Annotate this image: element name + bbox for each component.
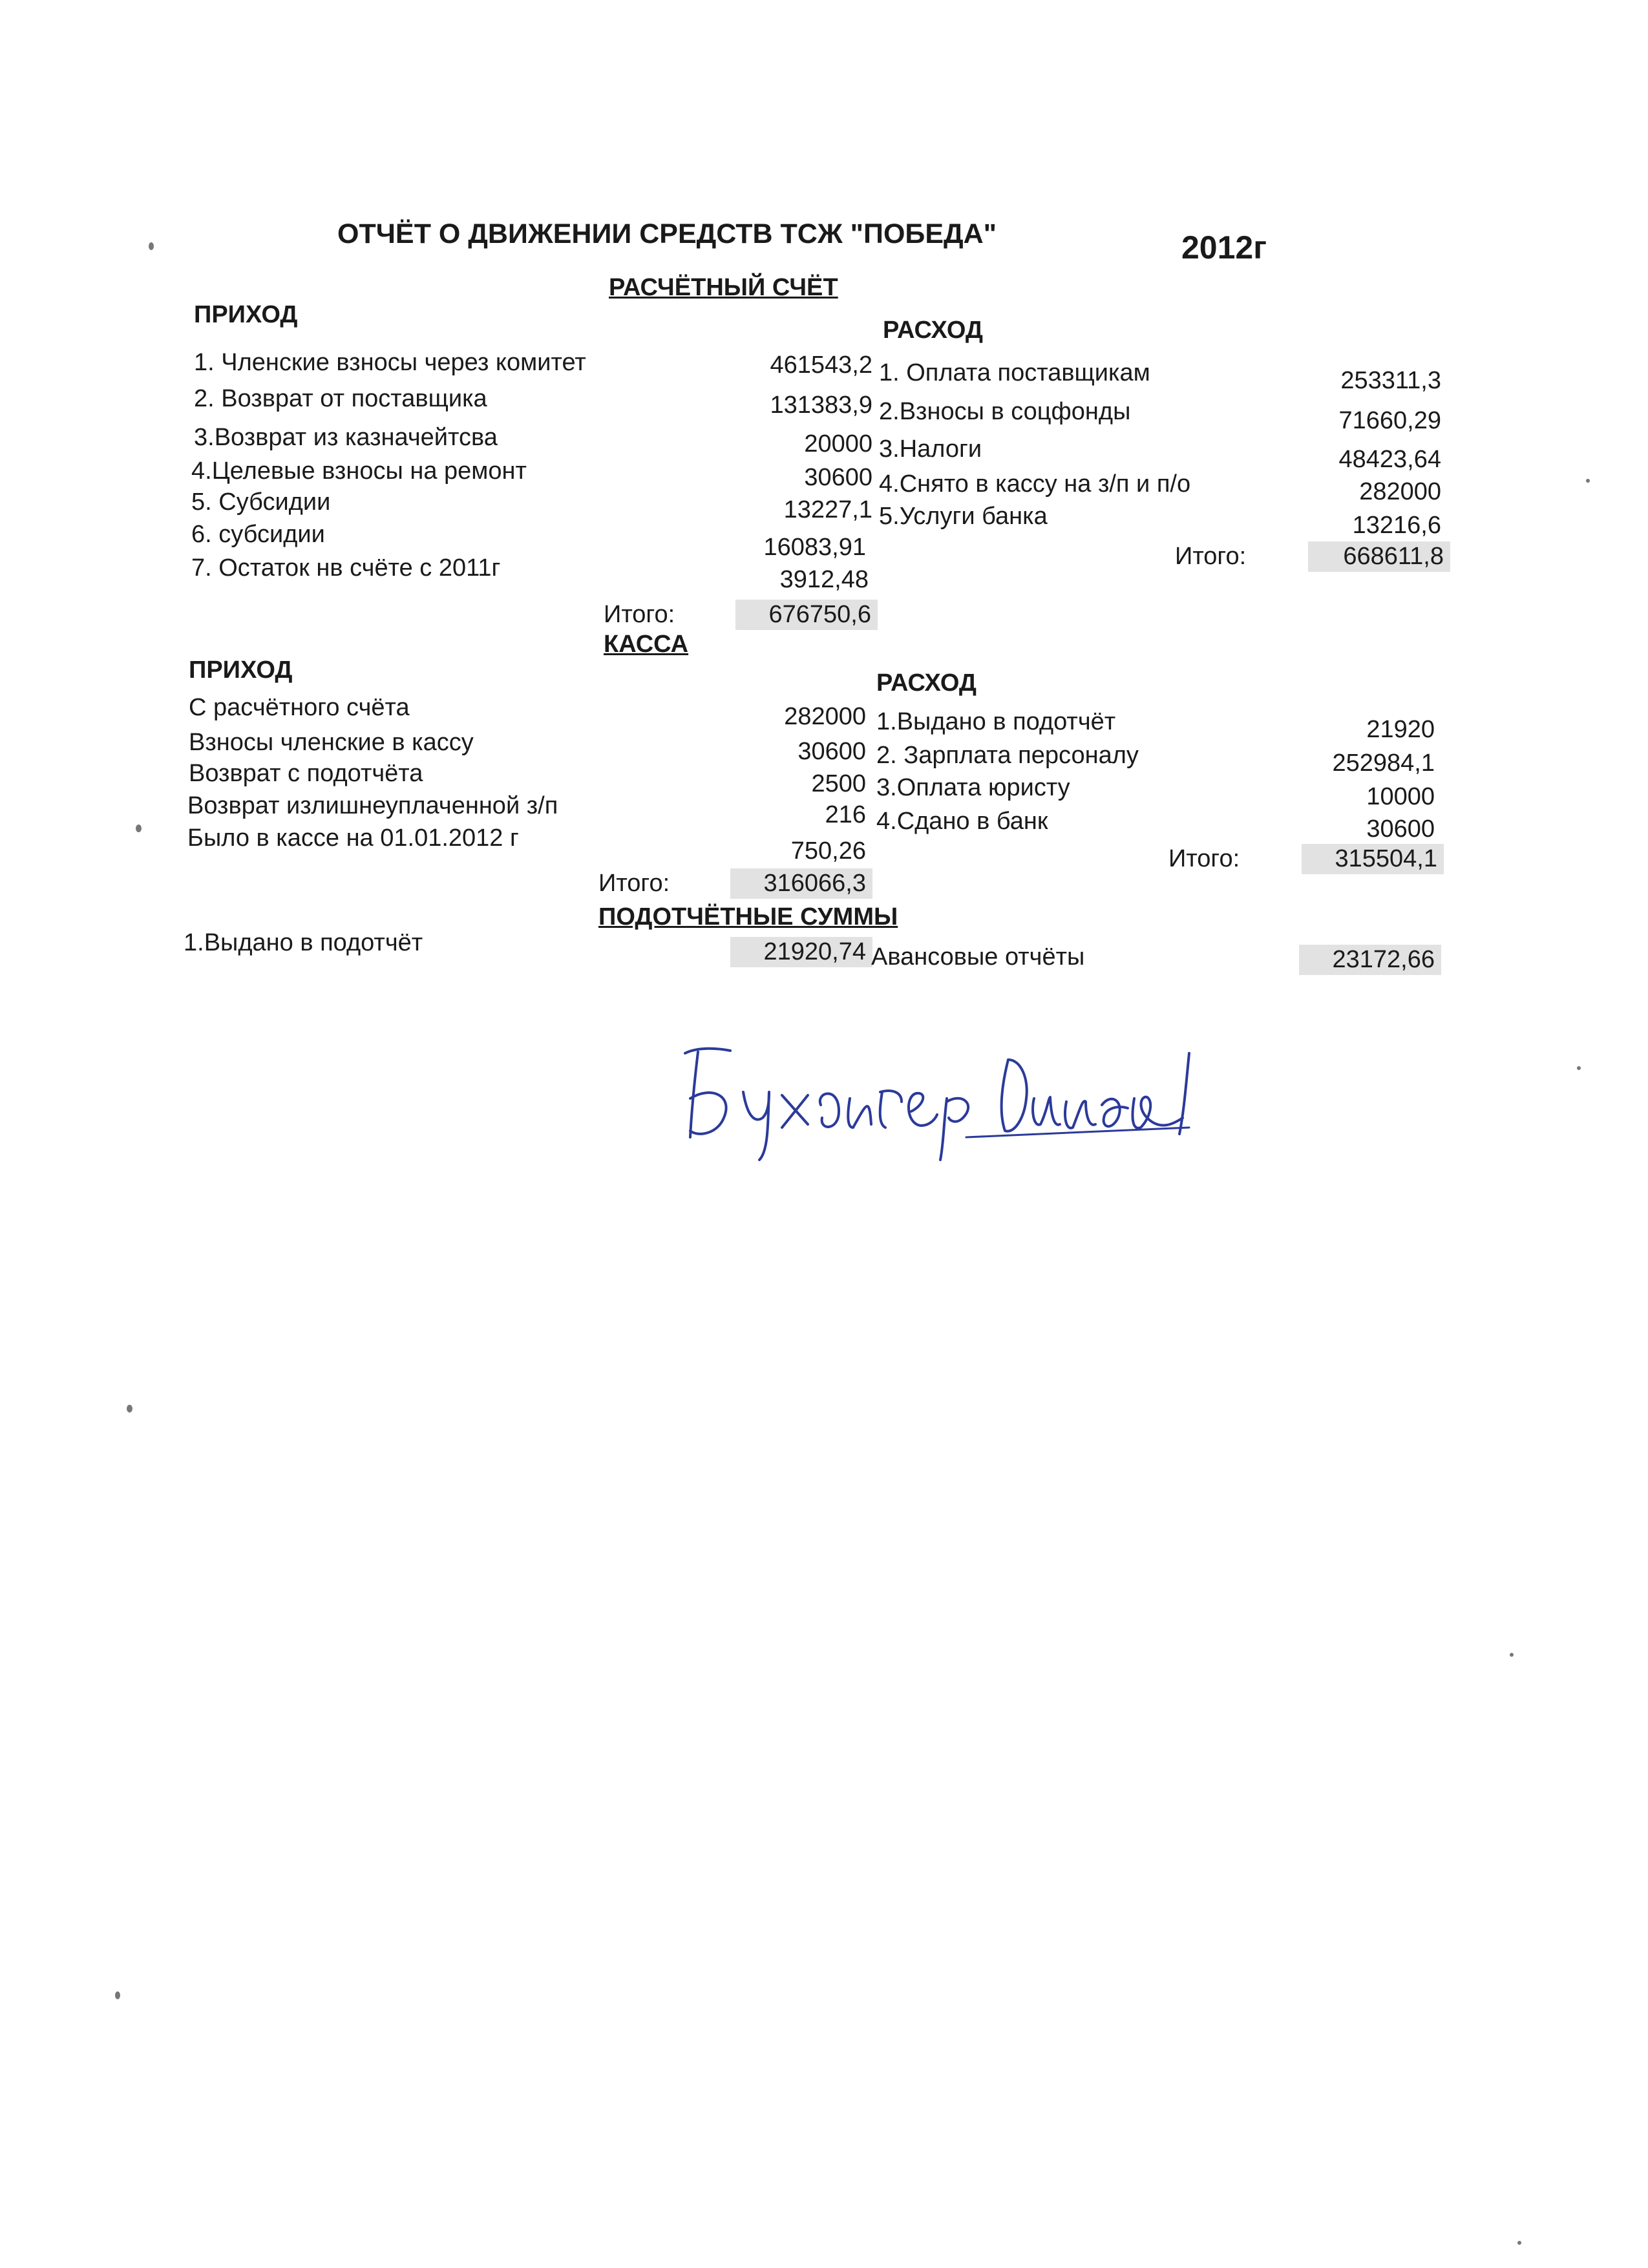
cash-income-total-label: Итого: <box>598 870 670 897</box>
account-expense-label: 3.Налоги <box>879 436 982 463</box>
cash-income-value: 30600 <box>798 738 866 765</box>
document-title: ОТЧЁТ О ДВИЖЕНИИ СРЕДСТВ ТСЖ "ПОБЕДА" <box>337 218 997 249</box>
account-expense-value: 48423,64 <box>1338 446 1441 473</box>
cash-income-total: 316066,3 <box>730 868 872 899</box>
cash-expense-value: 10000 <box>1366 783 1435 810</box>
scan-speck <box>115 1991 120 1999</box>
account-expense-value: 71660,29 <box>1338 407 1441 434</box>
accountable-issued-value: 21920,74 <box>730 937 872 967</box>
account-income-value: 20000 <box>804 430 872 457</box>
accountable-section-heading: ПОДОТЧЁТНЫЕ СУММЫ <box>598 903 898 930</box>
cash-income-label: Возврат излишнеуплаченной з/п <box>187 792 558 819</box>
account-section-heading: РАСЧЁТНЫЙ СЧЁТ <box>609 274 838 301</box>
account-income-label: 7. Остаток нв счёте с 2011г <box>191 554 501 582</box>
cash-section-heading: КАССА <box>604 631 689 658</box>
cash-expense-value: 252984,1 <box>1332 750 1435 777</box>
account-expense-total-label: Итого: <box>1175 543 1247 570</box>
account-expense-value: 282000 <box>1359 478 1441 505</box>
account-income-label: 4.Целевые взносы на ремонт <box>191 457 527 485</box>
cash-expense-label: 4.Сдано в банк <box>876 808 1048 835</box>
account-income-label: 1. Членские взносы через комитет <box>194 349 586 376</box>
account-expense-label: 2.Взносы в соцфонды <box>879 398 1131 425</box>
cash-income-label: Возврат с подотчёта <box>189 760 423 787</box>
account-income-total: 676750,6 <box>735 600 878 630</box>
cash-expense-value: 21920 <box>1366 716 1435 743</box>
cash-income-value: 282000 <box>784 703 866 730</box>
cash-expense-heading: РАСХОД <box>876 669 977 697</box>
scan-speck <box>1577 1066 1581 1070</box>
account-income-value: 16083,91 <box>763 534 866 561</box>
cash-income-label: С расчётного счёта <box>189 694 410 721</box>
cash-expense-label: 3.Оплата юристу <box>876 774 1070 801</box>
account-income-value: 461543,2 <box>770 352 872 379</box>
scan-speck <box>127 1405 132 1412</box>
cash-income-value: 2500 <box>811 770 866 797</box>
accountable-reports-value: 23172,66 <box>1299 945 1441 975</box>
account-income-heading: ПРИХОД <box>194 301 298 328</box>
account-income-value: 13227,1 <box>783 496 872 523</box>
scan-speck <box>136 824 142 832</box>
accountable-issued-label: 1.Выдано в подотчёт <box>184 929 423 956</box>
cash-income-value: 216 <box>825 801 866 828</box>
scan-speck <box>1586 479 1590 483</box>
cash-income-label: Было в кассе на 01.01.2012 г <box>187 824 519 852</box>
account-expense-label: 5.Услуги банка <box>879 503 1048 530</box>
account-income-value: 131383,9 <box>770 392 872 419</box>
cash-expense-label: 2. Зарплата персоналу <box>876 742 1139 769</box>
cash-expense-label: 1.Выдано в подотчёт <box>876 708 1116 735</box>
scan-speck <box>1517 2241 1521 2245</box>
account-expense-label: 1. Оплата поставщикам <box>879 359 1150 386</box>
account-income-label: 3.Возврат из казначейтсва <box>194 424 498 451</box>
account-income-total-label: Итого: <box>604 601 675 628</box>
account-income-label: 6. субсидии <box>191 521 325 548</box>
accountant-signature <box>672 1021 1228 1163</box>
scan-speck <box>149 242 154 250</box>
account-income-value: 3912,48 <box>779 566 869 593</box>
account-expense-total: 668611,8 <box>1308 541 1450 572</box>
account-expense-heading: РАСХОД <box>883 317 983 344</box>
cash-expense-value: 30600 <box>1366 815 1435 843</box>
account-expense-value: 13216,6 <box>1352 512 1441 539</box>
account-income-value: 30600 <box>804 464 872 491</box>
accountable-reports-label: Авансовые отчёты <box>871 943 1085 971</box>
scan-speck <box>1510 1653 1514 1657</box>
cash-expense-total: 315504,1 <box>1302 844 1444 874</box>
cash-income-value: 750,26 <box>790 837 866 865</box>
report-year: 2012г <box>1181 229 1267 266</box>
cash-income-heading: ПРИХОД <box>189 656 293 684</box>
account-expense-value: 253311,3 <box>1340 367 1441 394</box>
account-expense-label: 4.Снято в кассу на з/п и п/о <box>879 470 1191 498</box>
account-income-label: 5. Субсидии <box>191 488 331 516</box>
cash-expense-total-label: Итого: <box>1168 845 1240 872</box>
account-income-label: 2. Возврат от поставщика <box>194 385 487 412</box>
cash-income-label: Взносы членские в кассу <box>189 729 474 756</box>
